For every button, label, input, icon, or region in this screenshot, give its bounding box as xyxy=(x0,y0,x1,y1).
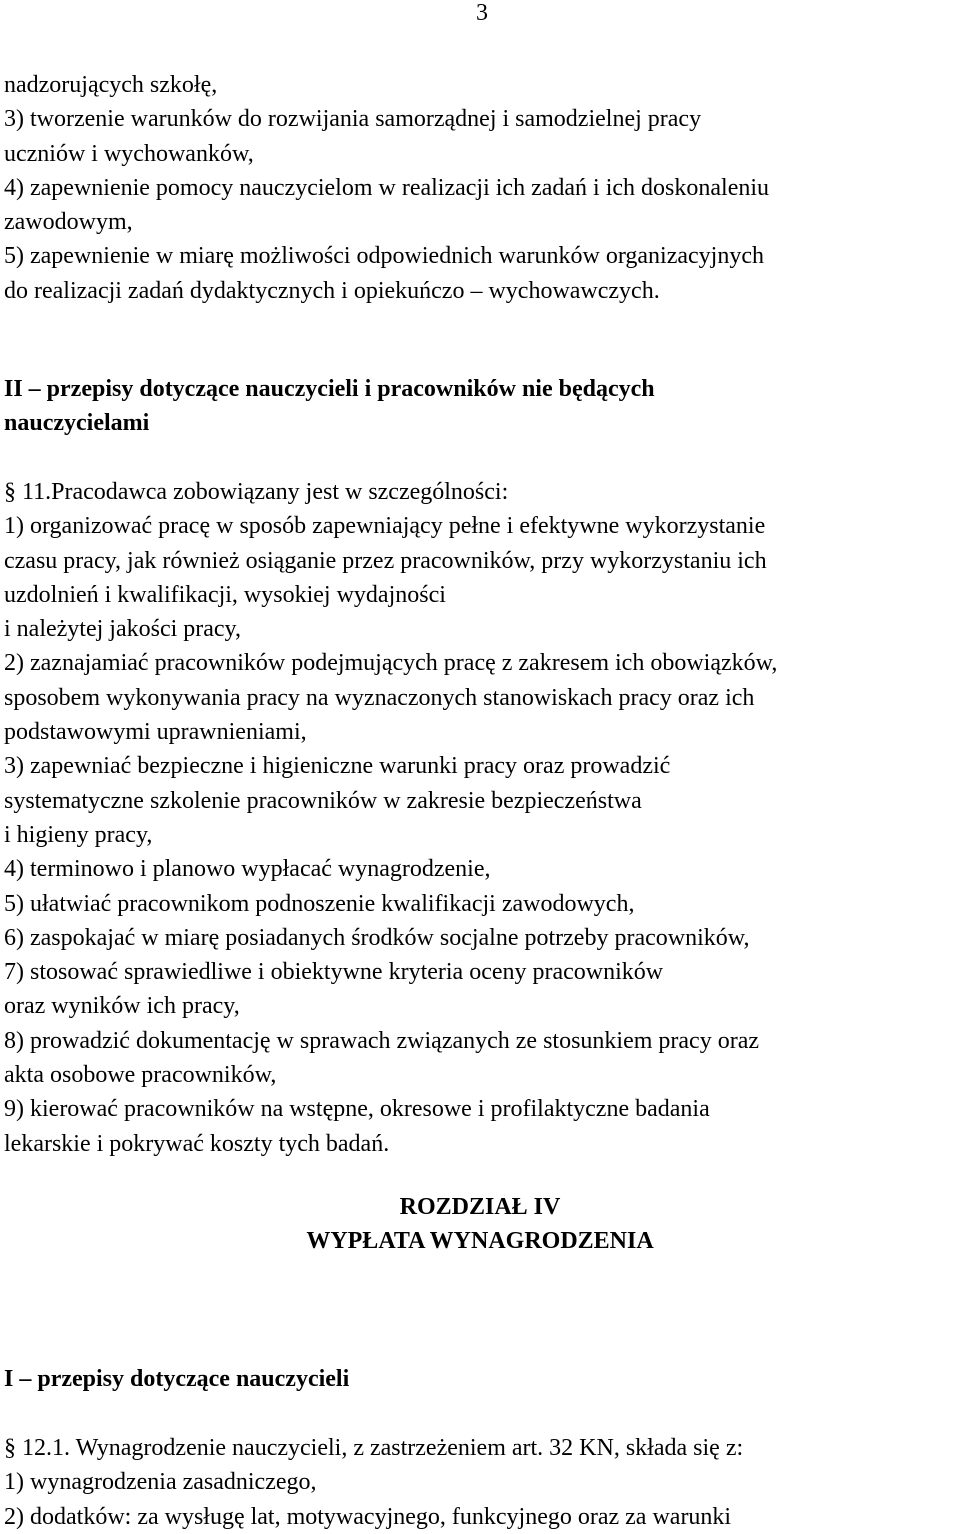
heading-line: I – przepisy dotyczące nauczycieli xyxy=(4,1366,350,1392)
text-line: sposobem wykonywania pracy na wyznaczonych stanowiskach pracy oraz ich xyxy=(4,684,755,711)
text-line: 3) tworzenie warunków do rozwijania samorządnej i samodzielnej pracy xyxy=(4,106,702,133)
intro-list-continuation xyxy=(4,68,954,308)
text-line: 4) zapewnienie pomocy nauczycielom w realizacji ich zadań i ich doskonaleniu xyxy=(4,174,770,201)
text-line: lekarskie i pokrywać koszty tych badań. xyxy=(4,1130,390,1157)
paragraph-12 xyxy=(4,1431,954,1534)
text-line: § 11.Pracodawca zobowiązany jest w szczególności: xyxy=(4,479,509,505)
page-number: 3 xyxy=(476,0,488,26)
text-line: podstawowymi uprawnieniami, xyxy=(4,719,307,746)
text-line: 1) organizować pracę w sposób zapewniający pełne i efektywne wykorzystanie xyxy=(4,513,766,540)
chapter-title xyxy=(0,1190,960,1259)
heading-line: nauczycielami xyxy=(4,410,150,437)
text-line: nadzorujących szkołę, xyxy=(4,72,218,98)
chapter-number: ROZDZIAŁ IV xyxy=(399,1194,561,1220)
text-line: 6) zaspokajać w miarę posiadanych środków socjalne potrzeby pracowników, xyxy=(4,924,750,951)
section-heading-i xyxy=(4,1362,954,1396)
text-line: do realizacji zadań dydaktycznych i opiekuńczo – wychowawczych. xyxy=(4,277,660,304)
section-heading-ii xyxy=(4,372,954,441)
text-line: zawodowym, xyxy=(4,209,133,236)
paragraph-11 xyxy=(4,475,954,1161)
text-line: 3) zapewniać bezpieczne i higieniczne warunki pracy oraz prowadzić xyxy=(4,753,671,780)
text-line: uczniów i wychowanków, xyxy=(4,140,254,167)
text-line: systematyczne szkolenie pracowników w zakresie bezpieczeństwa xyxy=(4,787,642,814)
text-line: 9) kierować pracowników na wstępne, okresowe i profilaktyczne badania xyxy=(4,1096,710,1123)
text-line: 1) wynagrodzenia zasadniczego, xyxy=(4,1469,317,1496)
text-line: 5) ułatwiać pracownikom podnoszenie kwalifikacji zawodowych, xyxy=(4,890,635,917)
text-line: 7) stosować sprawiedliwe i obiektywne kryteria oceny pracowników xyxy=(4,959,664,986)
text-line: czasu pracy, jak również osiąganie przez pracowników, przy wykorzystaniu ich xyxy=(4,547,767,574)
text-line: i należytej jakości pracy, xyxy=(4,616,241,643)
text-line: 4) terminowo i planowo wypłacać wynagrodzenie, xyxy=(4,856,491,883)
text-line: 2) zaznajamiać pracowników podejmujących pracę z zakresem ich obowiązków, xyxy=(4,650,778,677)
heading-line: II – przepisy dotyczące nauczycieli i pracowników nie będących xyxy=(4,376,655,402)
text-line: § 12.1. Wynagrodzenie nauczycieli, z zastrzeżeniem art. 32 KN, składa się z: xyxy=(4,1435,744,1461)
text-line: akta osobowe pracowników, xyxy=(4,1062,277,1089)
text-line: uzdolnień i kwalifikacji, wysokiej wydajności xyxy=(4,581,446,608)
text-line: 2) dodatków: za wysługę lat, motywacyjnego, funkcyjnego oraz za warunki xyxy=(4,1503,732,1530)
text-line: 5) zapewnienie w miarę możliwości odpowiednich warunków organizacyjnych xyxy=(4,243,764,270)
chapter-name: WYPŁATA WYNAGRODZENIA xyxy=(306,1228,654,1255)
text-line: i higieny pracy, xyxy=(4,821,153,848)
text-line: oraz wyników ich pracy, xyxy=(4,993,240,1020)
text-line: 8) prowadzić dokumentację w sprawach związanych ze stosunkiem pracy oraz xyxy=(4,1027,760,1054)
